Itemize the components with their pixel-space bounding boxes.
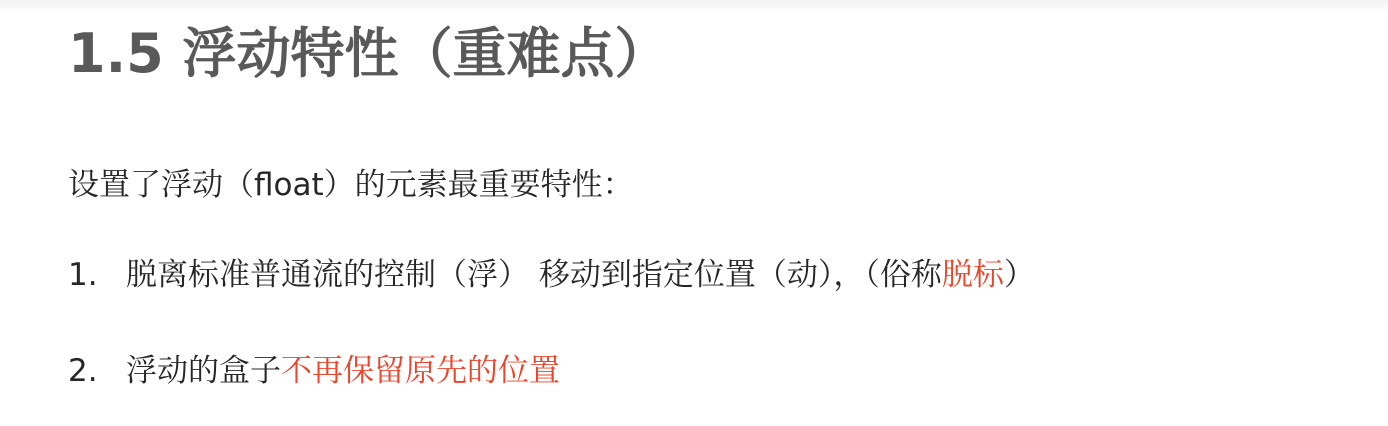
list-item-suffix: ） bbox=[1003, 257, 1035, 293]
slide-title: 1.5 浮动特性（重难点） bbox=[68, 22, 669, 85]
list-item-text: 浮动的盒子 bbox=[126, 353, 281, 389]
highlight-text: 不再保留原先的位置 bbox=[281, 353, 560, 389]
list-item-number: 2. bbox=[68, 353, 98, 389]
highlight-text: 脱标 bbox=[941, 257, 1004, 293]
list-item-text: 脱离标准普通流的控制（浮） 移动到指定位置（动），（俗称 bbox=[126, 257, 942, 293]
list-item bbox=[68, 346, 560, 396]
list-item bbox=[68, 250, 1035, 300]
intro-text: 设置了浮动（float）的元素最重要特性： bbox=[68, 167, 634, 203]
list-item-number: 1. bbox=[68, 257, 98, 293]
